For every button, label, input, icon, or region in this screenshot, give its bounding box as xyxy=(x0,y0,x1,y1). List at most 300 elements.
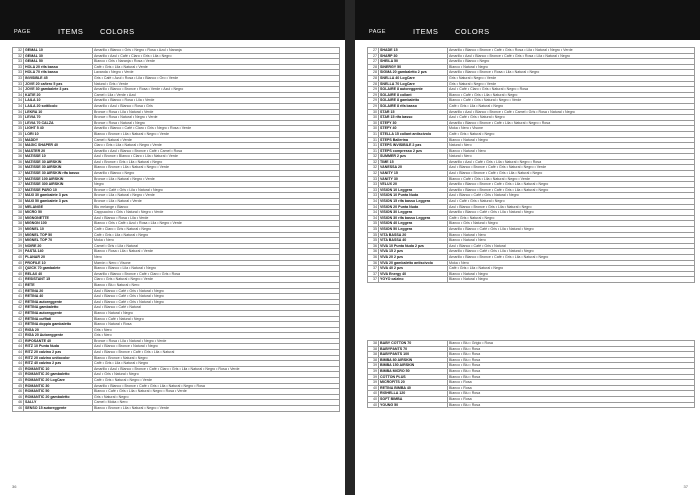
row-colors-cell: Bronce • Rosa • Natural • Negro • Verde xyxy=(93,115,340,121)
row-item-cell: TIME 15 xyxy=(379,159,448,165)
row-colors-cell: Amarillo • Azul • Blanco • Bronce • Café • Camel • Gris • Rosa • Natural • Negro xyxy=(448,109,695,115)
row-colors-cell: Amarillo • Blanco • Bronce • Rosa • Verde • Azul • Negro xyxy=(93,87,340,93)
row-item-cell: STEPS Ballerina xyxy=(379,137,448,143)
row-item-cell: RIGA 20 xyxy=(24,327,93,333)
row-colors-cell: Camel • Gris • Lila • Natural xyxy=(93,243,340,249)
row-colors-cell: Marrón • Nero • Visone xyxy=(93,260,340,266)
row-page-cell: 37 xyxy=(13,171,24,177)
row-page-cell: 44 xyxy=(13,344,24,350)
page-header xyxy=(355,0,700,40)
row-page-cell: 28 xyxy=(368,64,379,70)
row-colors-cell: Blanco • Rosa • Lila • Natural • Verde xyxy=(93,249,340,255)
row-page-cell: 38 xyxy=(13,204,24,210)
row-page-cell: 29 xyxy=(368,103,379,109)
row-item-cell: RIGA 20 Autoreggente xyxy=(24,333,93,339)
row-colors-cell: Camel • Natural • Verde xyxy=(93,137,340,143)
row-colors-cell: Amarillo • Blanco • Café • Gris • Lila • Natural • Negro xyxy=(448,227,695,233)
row-item-cell: MAGIC SHAPER 40 xyxy=(24,143,93,149)
row-item-cell: VISION 50 Leggera xyxy=(379,227,448,233)
row-item-cell: VIVA 15 2 pzs xyxy=(379,249,448,255)
row-page-cell: 40 xyxy=(13,254,24,260)
row-page-cell: 37 xyxy=(368,266,379,272)
row-colors-cell: Camel • Lila • Verde • Azul xyxy=(93,92,340,98)
row-item-cell: SALLY xyxy=(24,400,93,406)
row-item-cell: MIGNEL TOP 70 xyxy=(24,238,93,244)
row-colors-cell: Azul • Café • Gris • Natural • Negro xyxy=(448,115,695,121)
row-item-cell: HOLA 20 rifa basso xyxy=(24,64,93,70)
row-page-cell: 30 xyxy=(368,115,379,121)
row-colors-cell: Bianco • Blu • Rosa xyxy=(448,374,695,380)
row-colors-cell: Gris • Nero xyxy=(93,333,340,339)
row-colors-cell: Café • Gris • Natural • Negro xyxy=(448,131,695,137)
row-item-cell: ROMANTIC 20 gambaletto xyxy=(24,394,93,400)
row-item-cell: RIGHELLA 120 xyxy=(379,391,448,397)
row-page-cell: 33 xyxy=(13,75,24,81)
row-page-cell: 38 xyxy=(13,199,24,205)
row-item-cell: VIVA Energy 40 xyxy=(379,271,448,277)
row-item-cell: MATISSE 30 AIRSKIN rifa basso xyxy=(24,171,93,177)
row-page-cell: 44 xyxy=(13,355,24,361)
row-item-cell: VIVA 40 2 pzs xyxy=(379,266,448,272)
row-page-cell: 39 xyxy=(13,249,24,255)
row-item-cell: BABY COTTON 70 xyxy=(379,341,448,347)
row-colors-cell: Amarillo • Blanco • Café • Gris • Lila • Natural • Negro xyxy=(448,210,695,216)
row-item-cell: SHEILA 50 xyxy=(379,59,448,65)
row-page-cell: 34 xyxy=(13,87,24,93)
row-colors-cell: Blanco • Bronce • Natural • Negro xyxy=(93,355,340,361)
row-colors-cell: Bianco • Natural • Nero xyxy=(448,232,695,238)
row-colors-cell: Amarillo • Azul • Café • Gris • Lila • Natural • Negro • Rosa xyxy=(448,159,695,165)
row-item-cell: BABYPANTS 70 xyxy=(379,346,448,352)
row-page-cell: 33 xyxy=(13,59,24,65)
row-item-cell: VISION 20 Punta Nuda xyxy=(379,204,448,210)
row-colors-cell: Bronce • Lila • Natural • Verde xyxy=(93,199,340,205)
row-colors-cell: Café • Gris • Lila • Natural • Negro xyxy=(93,361,340,367)
row-page-cell: 33 xyxy=(368,182,379,188)
row-item-cell: COTTON PLUS xyxy=(379,374,448,380)
row-page-cell: 35 xyxy=(368,227,379,233)
row-colors-cell: Café • Gris • Lila • Natural • Negro xyxy=(448,266,695,272)
row-colors-cell: Amarillo • Blanco • Bronce • Café • Gris • Lila • Natural • Negro xyxy=(448,187,695,193)
row-item-cell: STEFY 40 xyxy=(379,126,448,132)
row-page-cell: 35 xyxy=(13,131,24,137)
row-colors-cell: Azul • Blanco • Café • Gris • Natural • Negro xyxy=(448,193,695,199)
row-item-cell: GEMAL 30 xyxy=(24,53,93,59)
row-colors-cell: Natural • Nero xyxy=(448,154,695,160)
row-item-cell: ROMANTIC 20 gambaletto xyxy=(24,372,93,378)
row-item-cell: RETINA 20 xyxy=(24,288,93,294)
row-colors-cell: Bianco • Blu • Rosa xyxy=(448,391,695,397)
page-number: 36 xyxy=(12,484,17,489)
row-colors-cell: Blanco • Bronce • Lila • Natural • Negro • Verde xyxy=(93,165,340,171)
row-item-cell: MATISSE 300 AIRSKIN xyxy=(24,182,93,188)
row-item-cell: VIVA 20 2 pzs xyxy=(379,254,448,260)
row-page-cell: 34 xyxy=(13,92,24,98)
row-colors-cell: Amarillo • Blanco • Bronce • Café • Gris • Lila • Natural • Negro xyxy=(448,254,695,260)
row-page-cell: 36 xyxy=(13,148,24,154)
row-page-cell: 36 xyxy=(368,254,379,260)
row-page-cell: 40 xyxy=(13,266,24,272)
header-page-label: PAGE xyxy=(14,29,31,35)
row-colors-cell: Azul • Blanco • Bronce • Café • Gris • Natural • Negro • Verde xyxy=(448,165,695,171)
row-item-cell: VITA BASSA 20 xyxy=(379,232,448,238)
row-colors-cell: Blanco • Bronce • Lila • Natural • Negro • Verde xyxy=(93,406,340,412)
row-page-cell: 44 xyxy=(13,350,24,356)
row-page-cell: 40 xyxy=(368,391,379,397)
row-page-cell: 29 xyxy=(368,98,379,104)
row-page-cell: 43 xyxy=(13,327,24,333)
items-table-kids xyxy=(367,340,695,408)
row-item-cell: HOLA 70 rifa basso xyxy=(24,70,93,76)
row-page-cell: 35 xyxy=(13,115,24,121)
row-item-cell: SINERGY 50 xyxy=(379,64,448,70)
row-item-cell: YOYO calzino xyxy=(379,277,448,283)
row-item-cell: LAILA 10 xyxy=(24,98,93,104)
row-colors-cell: Bianco • Blu • Natural • Nero xyxy=(93,282,340,288)
row-page-cell: 42 xyxy=(13,310,24,316)
row-colors-cell: Blanco • Natural • Negro xyxy=(448,64,695,70)
row-page-cell: 40 xyxy=(368,396,379,402)
row-page-cell: 28 xyxy=(368,81,379,87)
row-colors-cell: Amarillo • Azul • Blanco • Bronce • Café • Claro • Gris • Lila • Natural • Negro • Rosa • Verde xyxy=(93,366,340,372)
row-page-cell: 35 xyxy=(368,232,379,238)
row-colors-cell: Azul • Café • Claro • Gris • Natural • Negro • Rosa xyxy=(448,87,695,93)
row-colors-cell: Amarillo • Azul • Blanco • Rosa • Gris xyxy=(93,103,340,109)
table-row xyxy=(368,402,695,408)
row-page-cell: 41 xyxy=(13,294,24,300)
row-item-cell: YOUNG 50 xyxy=(379,402,448,408)
row-item-cell: SOLAIRE 8 collant xyxy=(379,92,448,98)
right-page xyxy=(355,0,700,495)
row-item-cell: ROMANTIC 30 xyxy=(24,383,93,389)
row-colors-cell: Bianco • Blu • Rosa xyxy=(448,368,695,374)
row-page-cell: 32 xyxy=(368,171,379,177)
page-number: 37 xyxy=(683,484,688,489)
row-item-cell: SIGMA 20 gambaletto 2 pzs xyxy=(379,70,448,76)
row-page-cell: 42 xyxy=(13,316,24,322)
row-item-cell: SNELLA 40 LogCare xyxy=(379,75,448,81)
row-item-cell: PROFILE 10 xyxy=(24,260,93,266)
row-item-cell: MIGNONETTE xyxy=(24,215,93,221)
row-item-cell: LEVIA 70 xyxy=(24,115,93,121)
header-items-label: ITEMS xyxy=(58,27,84,36)
row-page-cell: 34 xyxy=(368,215,379,221)
row-item-cell: MICRO 50 xyxy=(24,210,93,216)
row-page-cell: 33 xyxy=(368,187,379,193)
row-colors-cell: Bianco • Blu • Grigio • Rosa xyxy=(448,341,695,347)
row-colors-cell: Azul • Blanco • Bronce • Café • Gris • Lila • Natural xyxy=(93,350,340,356)
row-item-cell: MATISSE PARO 10 xyxy=(24,187,93,193)
row-item-cell: INVISIBLE 45 xyxy=(24,75,93,81)
row-page-cell: 32 xyxy=(13,53,24,59)
row-colors-cell: Café • Gris • Lila • Natural • Negro xyxy=(448,103,695,109)
row-item-cell: ROMANTIC 10 xyxy=(24,366,93,372)
row-colors-cell: Azul • Blanco • Café • Gris • Natural • Negro xyxy=(93,294,340,300)
row-page-cell: 41 xyxy=(13,288,24,294)
row-page-cell: 35 xyxy=(368,238,379,244)
row-page-cell: 38 xyxy=(13,210,24,216)
header-colors-label: COLORS xyxy=(100,27,135,36)
row-colors-cell: Amarillo • Blanco • Bronce • Café • Claro • Gris • Rosa xyxy=(93,271,340,277)
row-colors-cell: Bianco • Rosa xyxy=(448,380,695,386)
row-item-cell: LAILA 20 sottilcolo xyxy=(24,103,93,109)
row-colors-cell: Blanco • Café • Natural • Negro xyxy=(93,316,340,322)
row-colors-cell: Claro • Gris • Natural • Negro • Verde xyxy=(93,277,340,283)
row-page-cell: 41 xyxy=(13,277,24,283)
table-row xyxy=(368,277,695,283)
row-item-cell: BIMBA 150 AIRSKIN xyxy=(379,363,448,369)
row-page-cell: 27 xyxy=(368,48,379,54)
row-page-cell: 39 xyxy=(13,227,24,233)
row-colors-cell: Amarillo • Blanco • Gris • Negro • Rosa • Azul • Naranja xyxy=(93,48,340,54)
row-colors-cell: Blanco • Natural • Negro xyxy=(448,137,695,143)
row-item-cell: SUMMER 2 pzs xyxy=(379,154,448,160)
row-colors-cell: Bronce • Rosa • Lila • Natural • Negro • Verde xyxy=(93,338,340,344)
row-item-cell: QUICK 70 gambalete xyxy=(24,266,93,272)
row-colors-cell: Azul • Blanco • Bronce • Natural • Negro xyxy=(93,344,340,350)
row-colors-cell: Blanco • Gris • Natural • Negro xyxy=(448,221,695,227)
row-item-cell: MASTER 20 xyxy=(24,148,93,154)
row-item-cell: RIPOSANTE 40 xyxy=(24,338,93,344)
row-item-cell: VITA BASSA 40 xyxy=(379,238,448,244)
row-colors-cell: Azul • Blanco • Bronce • Café • Gris • Lila • Natural • Negro xyxy=(448,171,695,177)
row-page-cell: 39 xyxy=(368,368,379,374)
row-colors-cell: Blanco • Café • Gris • Natural • Negro • Verde xyxy=(448,98,695,104)
row-page-cell: 42 xyxy=(13,305,24,311)
row-page-cell: 40 xyxy=(13,260,24,266)
row-page-cell: 41 xyxy=(13,282,24,288)
row-page-cell: 33 xyxy=(13,81,24,87)
row-item-cell: SOLAIRE 8 rifa basso xyxy=(379,103,448,109)
row-page-cell: 38 xyxy=(368,352,379,358)
row-page-cell: 39 xyxy=(368,380,379,386)
row-page-cell: 34 xyxy=(13,109,24,115)
row-colors-cell: Bianco • Blu • Rosa xyxy=(448,357,695,363)
row-colors-cell: Bronce • Café • Gris • Lila • Natural • Negro xyxy=(93,187,340,193)
row-colors-cell: Café • Gris • Lila • Natural • Negro xyxy=(93,232,340,238)
row-item-cell: JOVE 20 cañero 5 pzs xyxy=(24,81,93,87)
items-table xyxy=(12,47,340,412)
row-colors-cell: Natural • Gris • Verde xyxy=(93,81,340,87)
row-colors-cell: Azul • Blanco • Bronce • Gris • Lila • Natural • Negro xyxy=(448,204,695,210)
row-page-cell: 34 xyxy=(368,204,379,210)
row-item-cell: RETINA doppia gambaletto xyxy=(24,322,93,328)
row-item-cell: RITZ 20 calzino 2 pzs xyxy=(24,350,93,356)
row-page-cell: 37 xyxy=(368,271,379,277)
page-header xyxy=(0,0,345,40)
row-item-cell: MAXI 30 gambalete 3 pzs xyxy=(24,193,93,199)
row-page-cell: 43 xyxy=(13,333,24,339)
row-item-cell: MIGNON 100 xyxy=(24,221,93,227)
row-colors-cell: Amarillo • Azul • Blanco • Bronce • Café • Camel • Rosa xyxy=(93,148,340,154)
row-item-cell: LEKRA 10 xyxy=(24,109,93,115)
row-item-cell: NOIRE 20 xyxy=(24,243,93,249)
row-colors-cell: Bianco • Blu • Rosa xyxy=(448,402,695,408)
row-colors-cell: Blanco • Gris • Café • Azul • Rosa • Lila • Negro • Verde xyxy=(93,221,340,227)
row-colors-cell: Camel • Moka • Nero xyxy=(93,400,340,406)
row-page-cell: 44 xyxy=(13,361,24,367)
row-colors-cell: Amarillo • Blanco • Café • Claro • Gris • Negro • Rosa • Verde xyxy=(93,126,340,132)
row-colors-cell: Blanco • Bronce • Lila • Natural • Negro • Verde xyxy=(93,131,340,137)
table-row xyxy=(13,406,340,412)
row-colors-cell: Gris • Natural • Negro • Verde xyxy=(448,75,695,81)
row-item-cell: VISION 10 Punta Nuda xyxy=(379,193,448,199)
row-page-cell: 34 xyxy=(368,199,379,205)
row-page-cell: 34 xyxy=(368,210,379,216)
row-page-cell: 31 xyxy=(368,131,379,137)
row-page-cell: 36 xyxy=(368,249,379,255)
row-item-cell: RITZ 20 calzino unitocolor xyxy=(24,355,93,361)
row-colors-cell: Moka • Nero xyxy=(448,260,695,266)
row-item-cell: BIMBA MICRO 50 xyxy=(379,368,448,374)
row-colors-cell: Blanco • Natural • Rosa xyxy=(93,322,340,328)
row-item-cell: BABYPANTS 100 xyxy=(379,352,448,358)
row-page-cell: 45 xyxy=(13,383,24,389)
row-colors-cell: Amarillo • Blanco • Bronce • Café • Lila • Natural • Negro • Rosa xyxy=(448,120,695,126)
row-page-cell: 32 xyxy=(368,159,379,165)
row-colors-cell: Blanco • Natural • Negro xyxy=(448,271,695,277)
row-page-cell: 30 xyxy=(368,126,379,132)
row-item-cell: VISION 10 Leggera xyxy=(379,187,448,193)
row-colors-cell: Café • Claro • Gris • Natural • Negro xyxy=(93,227,340,233)
row-colors-cell: Bianco • Rosa xyxy=(448,385,695,391)
row-page-cell: 30 xyxy=(368,109,379,115)
row-item-cell: VANITY 30 xyxy=(379,176,448,182)
row-item-cell: KATIE 20 xyxy=(24,92,93,98)
row-item-cell: RETINA 40 xyxy=(24,294,93,300)
row-colors-cell: Blu melange • Bianco xyxy=(93,204,340,210)
row-page-cell: 38 xyxy=(368,357,379,363)
row-page-cell: 32 xyxy=(13,48,24,54)
row-colors-cell: Gris • Natural • Negro • Verde xyxy=(448,81,695,87)
row-colors-cell: Café • Gris • Natural • Negro • Verde xyxy=(93,378,340,384)
row-page-cell: 35 xyxy=(368,221,379,227)
row-colors-cell: Blanco • Gris • Naranja • Rosa • Verde xyxy=(93,59,340,65)
row-colors-cell: Bianco • Blu • Rosa xyxy=(448,346,695,352)
row-item-cell: VANITY 15 xyxy=(379,171,448,177)
row-colors-cell: Bianco • Blanco • Lila • Natural • Negro xyxy=(93,266,340,272)
row-page-cell: 34 xyxy=(13,103,24,109)
row-item-cell: PLANAR 20 xyxy=(24,254,93,260)
row-page-cell: 35 xyxy=(13,120,24,126)
row-item-cell: VIVA 10 Punta Nuda 2 pzs xyxy=(379,243,448,249)
row-item-cell: JOVE 30 gambalete 3 pzs xyxy=(24,87,93,93)
row-colors-cell: Azul • Blanco • Café • Gris • Natural xyxy=(448,243,695,249)
row-item-cell: SOLAIRE 8 gambaletto xyxy=(379,98,448,104)
row-colors-cell: Gris • Natural • Negro xyxy=(93,394,340,400)
row-item-cell: RITZ 10 Punta Nuda xyxy=(24,344,93,350)
row-item-cell: RETINA cuffiati xyxy=(24,316,93,322)
row-item-cell: MADDY xyxy=(24,137,93,143)
row-item-cell: STELLA 15 collant antiscivolo xyxy=(379,131,448,137)
row-colors-cell: Moka • Nero xyxy=(93,238,340,244)
header-page-label: PAGE xyxy=(369,29,386,35)
row-item-cell: MATISSE 30 AIRSKIN xyxy=(24,165,93,171)
row-page-cell: 36 xyxy=(13,154,24,160)
row-page-cell: 28 xyxy=(368,70,379,76)
row-item-cell: RITZ 40 calzino 2 pzs xyxy=(24,361,93,367)
row-colors-cell: Azul • Gris • Natural • Negro xyxy=(93,372,340,378)
row-page-cell: 38 xyxy=(13,221,24,227)
row-item-cell: MIGNEL 10 xyxy=(24,227,93,233)
row-page-cell: 37 xyxy=(368,277,379,283)
row-colors-cell: Natural • Nero xyxy=(448,143,695,149)
row-colors-cell: Azul • Blanco • Café • Gris • Natural • Negro xyxy=(93,288,340,294)
row-colors-cell: Amarillo • Blanco • Bronce • Café • Gris • Lila • Natural • Negro • Rosa xyxy=(93,383,340,389)
row-page-cell: 28 xyxy=(368,75,379,81)
row-item-cell: BIMBA 80 AIRSKIN xyxy=(379,357,448,363)
row-page-cell: 34 xyxy=(13,98,24,104)
row-page-cell: 29 xyxy=(368,87,379,93)
row-page-cell: 36 xyxy=(13,159,24,165)
row-item-cell: SENSO 15 autoreggente xyxy=(24,406,93,412)
row-page-cell: 29 xyxy=(368,92,379,98)
row-colors-cell: Bronce • Lila • Natural • Negro • Verde xyxy=(93,176,340,182)
row-item-cell: ROMANTIC 50 xyxy=(24,389,93,395)
row-colors-cell: Amarillo • Blanco • Rosa • Lila • Verde xyxy=(93,98,340,104)
row-item-cell: STEPS compresso 2 pzs xyxy=(379,148,448,154)
row-item-cell: SHARP 30 xyxy=(379,53,448,59)
row-item-cell: LORI 10 xyxy=(24,131,93,137)
header-colors-label: COLORS xyxy=(455,27,490,36)
row-page-cell: 37 xyxy=(13,176,24,182)
row-item-cell: ROMANTIC 20 LogCare xyxy=(24,378,93,384)
row-colors-cell: Azul • Blanco • Café • Natural xyxy=(93,305,340,311)
row-page-cell: 45 xyxy=(13,378,24,384)
row-colors-cell: Bronce • Lila • Natural • Negro • Verde xyxy=(93,193,340,199)
row-colors-cell: Bianco • Natural • Nero xyxy=(448,238,695,244)
row-colors-cell: Claro • Gris • Lila • Natural • Negro • Verde xyxy=(93,143,340,149)
row-item-cell: VELUX 20 xyxy=(379,182,448,188)
row-colors-cell: Amarillo • Azul • Blanco • Bronce • Café • Gris • Rosa • Lila • Natural • Negro xyxy=(448,53,695,59)
row-item-cell: RELAX 40 xyxy=(24,271,93,277)
row-page-cell: 46 xyxy=(13,394,24,400)
row-page-cell: 37 xyxy=(13,193,24,199)
row-colors-cell: Bianco • Natural • Nero xyxy=(448,148,695,154)
row-colors-cell: Bianco • Blu • Rosa xyxy=(448,363,695,369)
row-colors-cell: Amarillo • Blanco • Negro xyxy=(448,59,695,65)
row-colors-cell: Blanco • Café • Gris • Lila • Natural • Negro • Rosa • Verde xyxy=(93,389,340,395)
row-page-cell: 31 xyxy=(368,148,379,154)
row-colors-cell: Bronce • Rosa • Lila • Natural • Verde xyxy=(93,109,340,115)
row-item-cell: LIGHT 5 40 xyxy=(24,126,93,132)
left-page xyxy=(0,0,345,495)
row-item-cell: RETINA autoreggente xyxy=(24,310,93,316)
row-colors-cell: Amarillo • Blanco • Bronce • Café • Gris • Rosa • Lila • Natural • Negro • Verde xyxy=(448,48,695,54)
row-page-cell: 38 xyxy=(13,215,24,221)
row-colors-cell: Gris • Nero xyxy=(93,327,340,333)
row-page-cell: 45 xyxy=(13,372,24,378)
row-item-cell: VIVA 20 gambaletto antiscivolo xyxy=(379,260,448,266)
row-page-cell: 36 xyxy=(13,143,24,149)
row-colors-cell: Amarillo • Azul • Café • Claro • Gris • Lila • Negro xyxy=(93,53,340,59)
row-page-cell: 38 xyxy=(368,346,379,352)
row-colors-cell: Blanco • Natural • Negro xyxy=(448,277,695,283)
row-item-cell: MAXI 50 gambalete 3 pzs xyxy=(24,199,93,205)
row-page-cell: 35 xyxy=(13,126,24,132)
row-colors-cell: Amarillo • Blanco • Bronce • Rosa • Lila • Natural • Negro xyxy=(448,70,695,76)
row-page-cell: 27 xyxy=(368,59,379,65)
row-colors-cell: Bronce • Rosa • Natural • Negro xyxy=(93,120,340,126)
row-page-cell: 40 xyxy=(368,385,379,391)
row-page-cell: 39 xyxy=(13,243,24,249)
row-item-cell: MIGNEL TOP 50 xyxy=(24,232,93,238)
row-page-cell: 33 xyxy=(13,70,24,76)
row-item-cell: STEFY 30 xyxy=(379,120,448,126)
row-item-cell: MELANGE xyxy=(24,204,93,210)
row-colors-cell: Amarillo • Blanco • Café • Gris • Lila • Natural • Negro xyxy=(448,249,695,255)
header-items-label: ITEMS xyxy=(413,27,439,36)
